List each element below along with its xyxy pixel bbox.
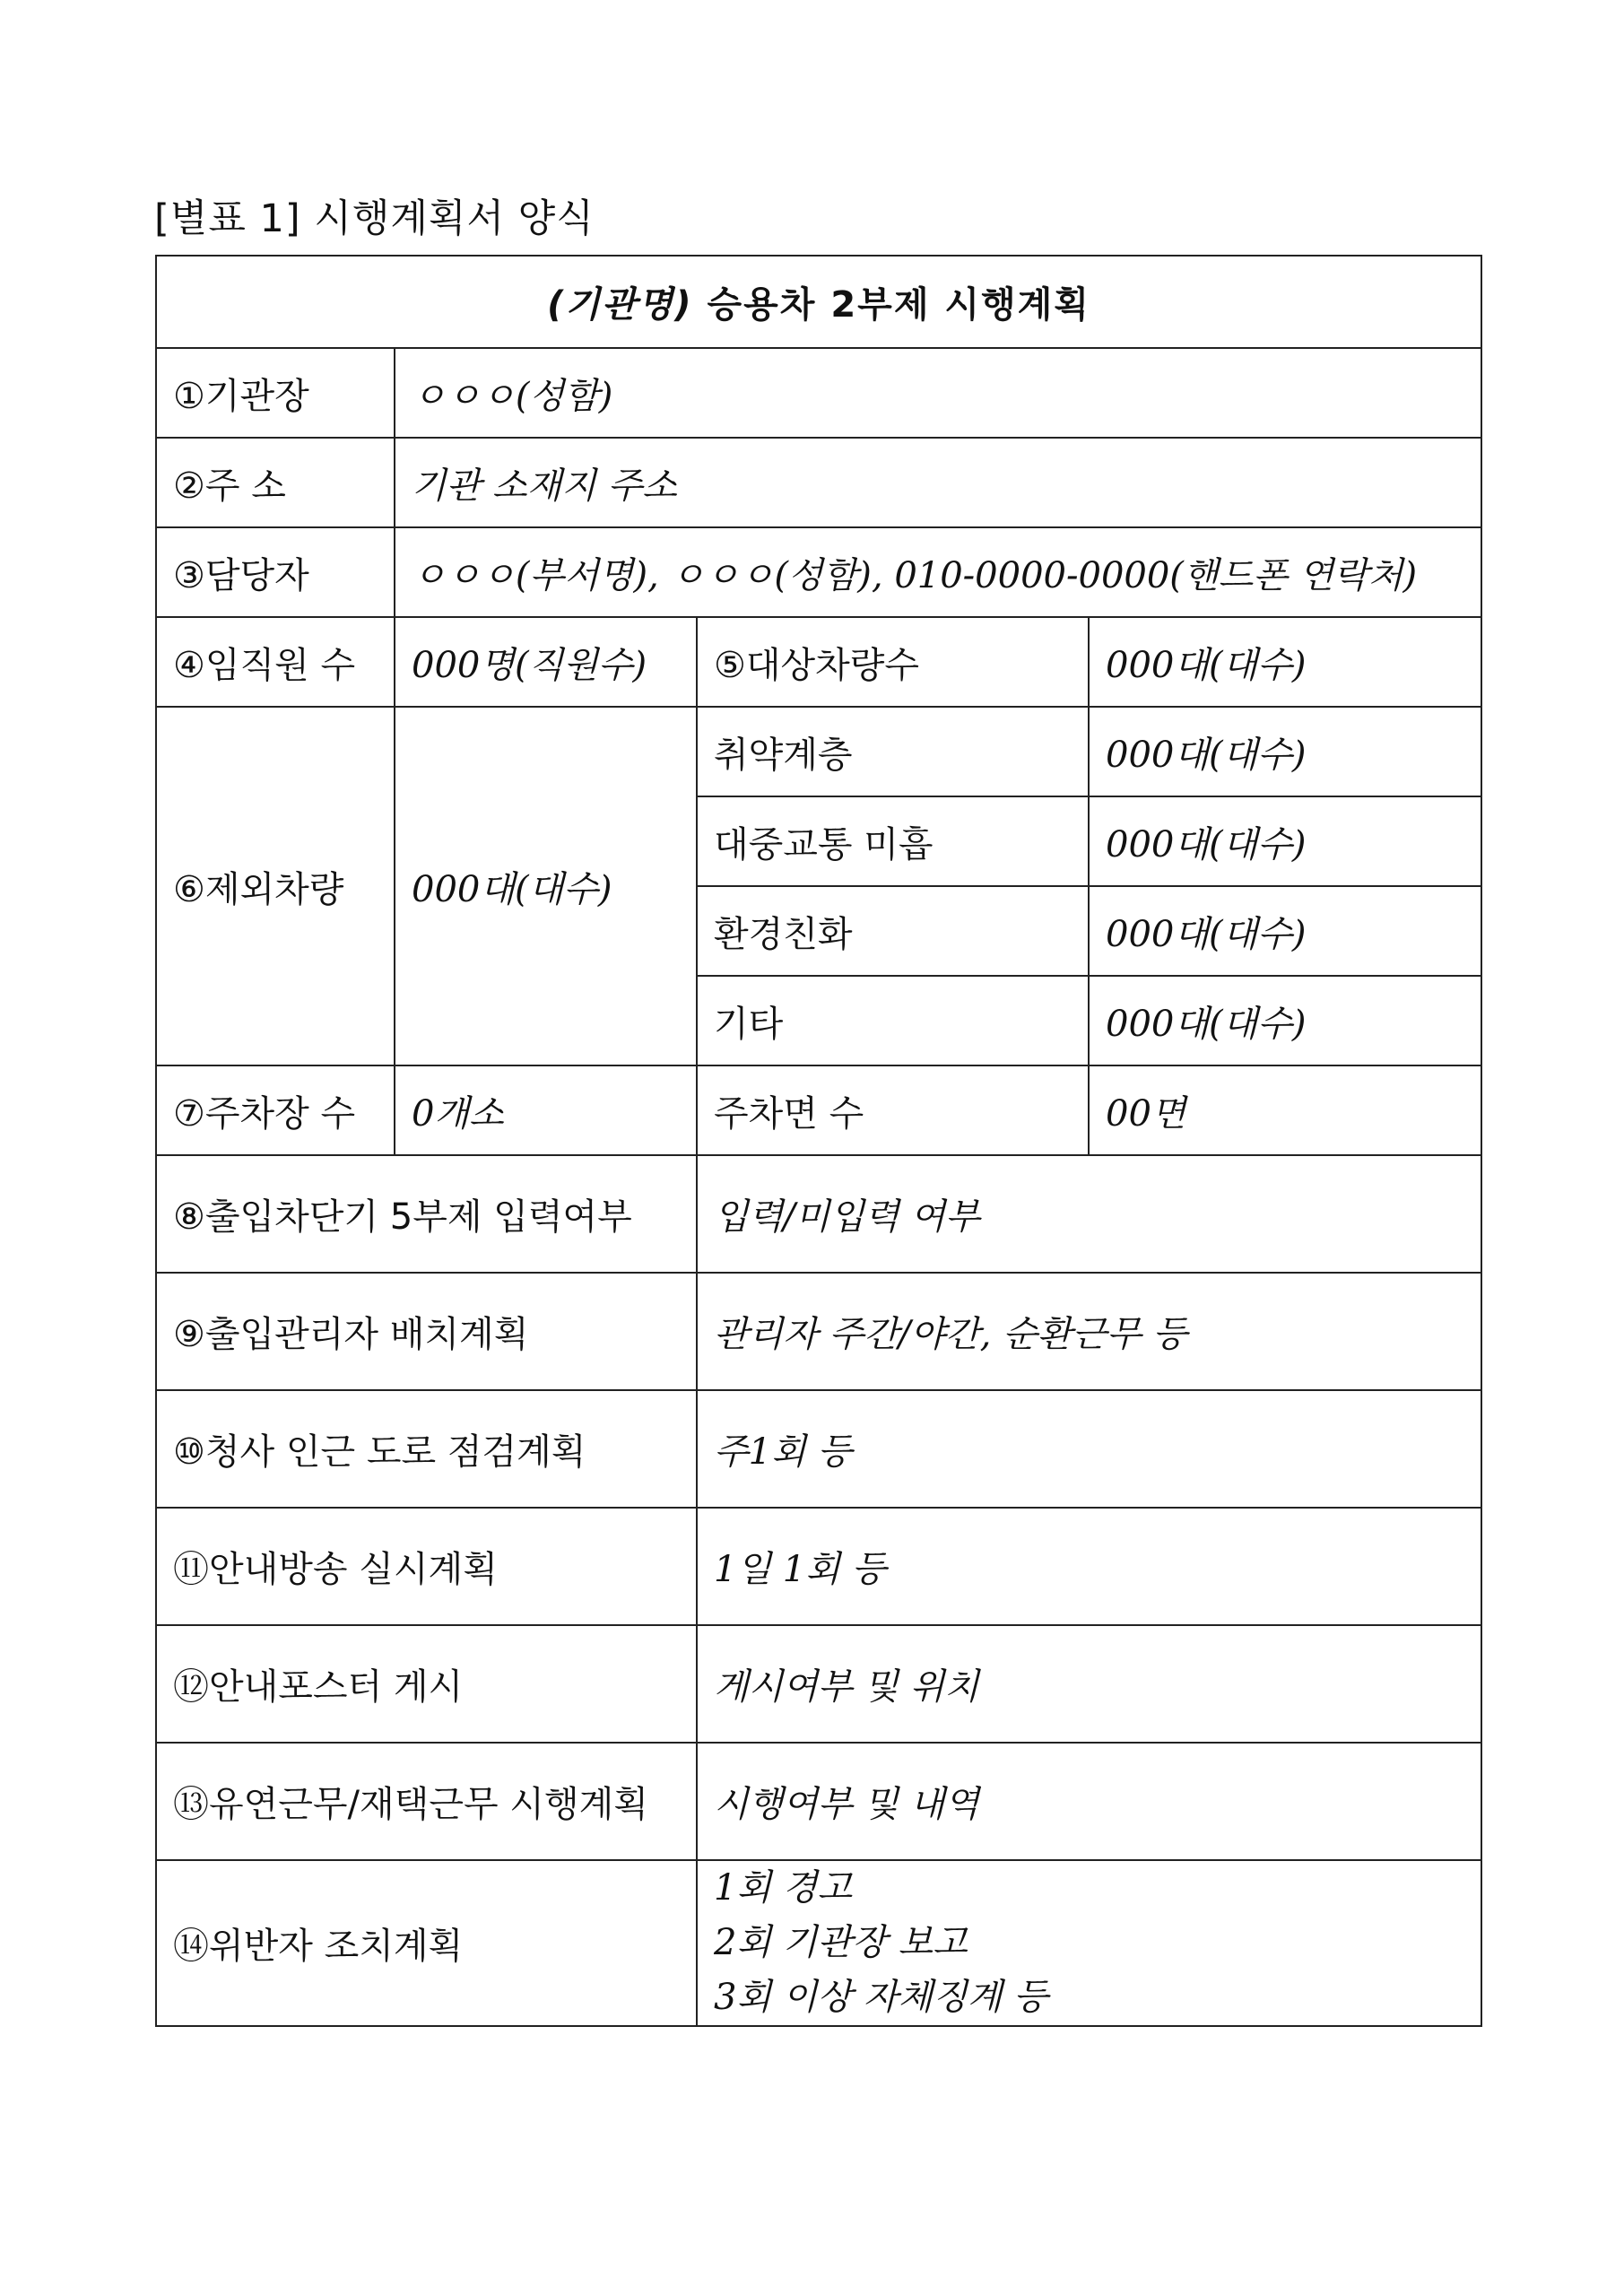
title-org-placeholder: (기관명) [547,284,693,326]
contact-value: ㅇㅇㅇ(부서명), ㅇㅇㅇ(성함), 010-0000-0000(핸드폰 연락처) [395,527,1481,617]
parking-spaces-value: 00면 [1089,1065,1481,1155]
row-broadcast [156,1508,1481,1625]
form-title [156,256,1481,348]
manager-label: ⑨출입관리자 배치계획 [156,1273,697,1390]
violation-step: 1회 경고 [714,1867,853,1909]
target-vehicles-value: 000대(대수) [1089,617,1481,707]
head-label: ①기관장 [156,348,395,438]
row-manager [156,1273,1481,1390]
gate-label: ⑧출입차단기 5부제 입력여부 [156,1155,697,1273]
row-gate [156,1155,1481,1273]
violation-value [697,1860,1481,2026]
manager-value: 관리자 주간/야간, 순환근무 등 [697,1273,1481,1390]
excluded-item-value: 000대(대수) [1089,976,1481,1065]
violation-label: ⑭위반자 조치계획 [156,1860,697,2026]
excluded-item-value: 000대(대수) [1089,796,1481,886]
broadcast-label: ⑪안내방송 실시계획 [156,1508,697,1625]
poster-label: ⑫안내포스터 게시 [156,1625,697,1743]
head-value: ㅇㅇㅇ(성함) [395,348,1481,438]
road-value: 주1회 등 [697,1390,1481,1508]
row-contact [156,527,1481,617]
flex-label: ⑬유연근무/재택근무 시행계획 [156,1743,697,1860]
violation-step: 3회 이상 자체징계 등 [714,1977,1048,2018]
row-staff [156,617,1481,707]
row-road [156,1390,1481,1508]
row-violation [156,1860,1481,2026]
address-value: 기관 소재지 주소 [395,438,1481,527]
excluded-item-label: 취약계층 [697,707,1089,796]
target-vehicles-label: ⑤대상차량수 [697,617,1089,707]
flex-value: 시행여부 및 내역 [697,1743,1481,1860]
excluded-label: ⑥제외차량 [156,707,395,1065]
poster-value: 게시여부 및 위치 [697,1625,1481,1743]
row-address [156,438,1481,527]
excluded-item-label: 기타 [697,976,1089,1065]
address-label: ②주 소 [156,438,395,527]
excluded-item-value: 000대(대수) [1089,707,1481,796]
excluded-item-value: 000대(대수) [1089,886,1481,976]
row-flex [156,1743,1481,1860]
form-caption: [별표 1] 시행계획서 양식 [154,196,595,241]
gate-value: 입력/미입력 여부 [697,1155,1481,1273]
row-excluded [156,707,1481,796]
parking-value: 0개소 [395,1065,697,1155]
row-head [156,348,1481,438]
row-poster [156,1625,1481,1743]
road-label: ⑩청사 인근 도로 점검계획 [156,1390,697,1508]
broadcast-value: 1일 1회 등 [697,1508,1481,1625]
row-parking [156,1065,1481,1155]
excluded-item-label: 환경친화 [697,886,1089,976]
excluded-value: 000대(대수) [395,707,697,1065]
staff-value: 000명(직원수) [395,617,697,707]
violation-step: 2회 기관장 보고 [714,1922,968,1963]
excluded-item-label: 대중교통 미흡 [697,796,1089,886]
staff-label: ④임직원 수 [156,617,395,707]
parking-label: ⑦주차장 수 [156,1065,395,1155]
title-text: 승용차 2부제 시행계획 [692,284,1090,326]
contact-label: ③담당자 [156,527,395,617]
plan-form-table [155,255,1482,2027]
parking-spaces-label: 주차면 수 [697,1065,1089,1155]
